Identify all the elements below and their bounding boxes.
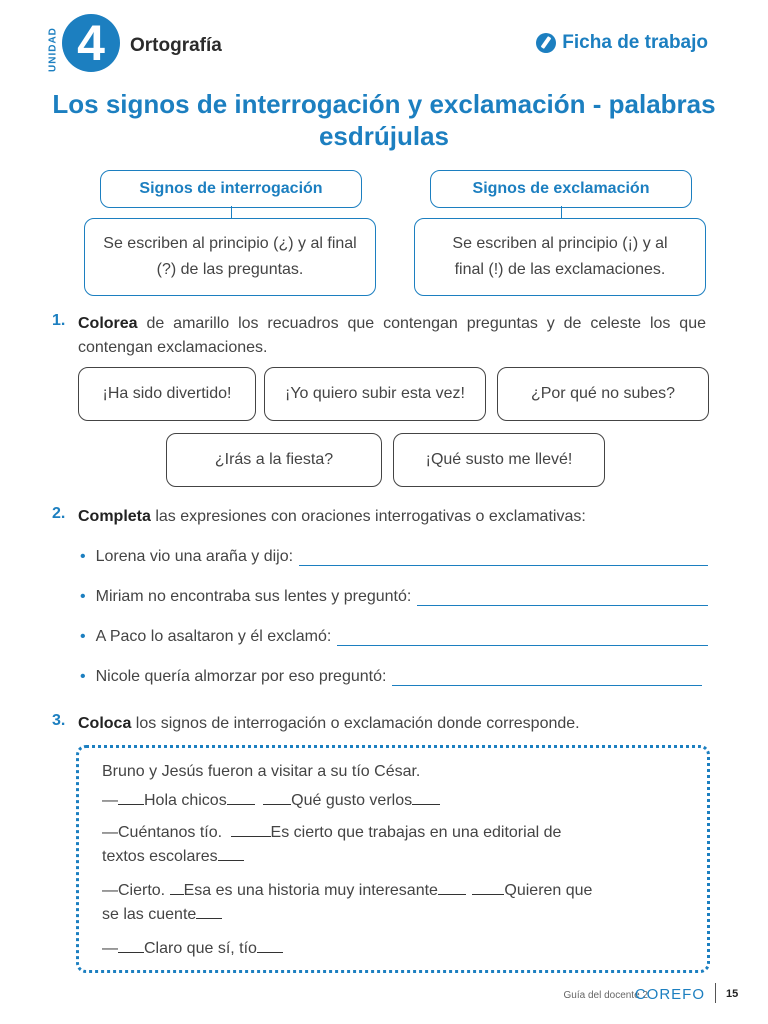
dialogue-line: [102, 879, 682, 927]
connector-line: [231, 206, 232, 218]
blank-line[interactable]: [438, 880, 466, 895]
dialogue-intro: Bruno y Jesús fueron a visitar a su tío César.: [102, 763, 421, 780]
blank-line[interactable]: [263, 790, 291, 805]
exercise3-instruction: [78, 712, 706, 736]
blank-line[interactable]: [231, 822, 271, 837]
completion-item: [80, 668, 702, 686]
answer-line[interactable]: [392, 669, 702, 686]
dialogue-text: Claro que sí, tío: [144, 940, 257, 957]
instruction-verb: Coloca: [78, 715, 132, 732]
dash: —: [102, 882, 118, 899]
connector-line: [561, 206, 562, 218]
bullet-icon: •: [80, 548, 86, 565]
dialogue-text: textos escolares: [102, 848, 218, 865]
answer-line[interactable]: [337, 629, 708, 646]
blank-line[interactable]: [218, 846, 244, 861]
choice-box[interactable]: ¡Yo quiero subir esta vez!: [264, 367, 486, 421]
unidad-label: UNIDAD: [47, 27, 59, 73]
instruction-verb: Completa: [78, 508, 151, 525]
bullet-icon: •: [80, 668, 86, 685]
choice-box[interactable]: ¡Ha sido divertido!: [78, 367, 256, 421]
page-title: Los signos de interrogación y exclamación - palabras esdrújulas: [52, 89, 716, 151]
brand-logo: COREFO: [634, 986, 705, 1003]
dash: —: [102, 824, 118, 841]
completion-item: [80, 588, 708, 606]
pencil-icon: [536, 33, 556, 53]
dialogue-text: Qué gusto verlos: [291, 792, 413, 809]
choice-box[interactable]: ¿Por qué no subes?: [497, 367, 709, 421]
dialogue-text: Cuéntanos tío.: [118, 824, 223, 841]
exercise1-instruction: [78, 312, 706, 360]
exercise-number: 3.: [52, 712, 66, 729]
answer-line[interactable]: [299, 549, 708, 566]
blank-line[interactable]: [118, 790, 144, 805]
completion-prompt: A Paco lo asaltaron y él exclamó:: [95, 628, 332, 645]
concept-label-interrogacion: Signos de interrogación: [100, 170, 362, 208]
footer-guide: Guía del docente 2: [563, 990, 648, 1001]
concept-definition-exclamacion: Se escriben al principio (¡) y al final (!) de las exclamaciones.: [414, 218, 706, 296]
dialogue-text: Cierto.: [118, 882, 166, 899]
dialogue-text: Es cierto que trabajas en una editorial de: [270, 824, 562, 841]
instruction-text: los signos de interrogación o exclamación donde corresponde.: [131, 715, 580, 732]
ficha-label: Ficha de trabajo: [562, 32, 708, 53]
instruction-verb: Colorea: [78, 315, 138, 332]
dash: —: [102, 792, 118, 809]
section-title: Ortografía: [130, 35, 222, 56]
dialogue-text: Hola chicos: [144, 792, 227, 809]
answer-line[interactable]: [417, 589, 708, 606]
completion-item: [80, 628, 708, 646]
concept-definition-interrogacion: Se escriben al principio (¿) y al final (?) de las preguntas.: [84, 218, 376, 296]
dialogue-text: Esa es una historia muy interesante: [183, 882, 438, 899]
dialogue-line: [102, 789, 682, 813]
dialogue-line: [102, 937, 682, 961]
dash: —: [102, 940, 118, 957]
blank-line[interactable]: [257, 938, 283, 953]
choice-box[interactable]: ¿Irás a la fiesta?: [166, 433, 382, 487]
completion-item: [80, 548, 708, 566]
exercise2-instruction: [78, 505, 706, 529]
bullet-icon: •: [80, 628, 86, 645]
completion-prompt: Lorena vio una araña y dijo:: [95, 548, 294, 565]
exercise-number: 1.: [52, 312, 66, 329]
blank-line[interactable]: [227, 790, 255, 805]
dialogue-text: Quieren que: [504, 882, 593, 899]
completion-prompt: Miriam no encontraba sus lentes y preguntó:: [95, 588, 412, 605]
blank-line[interactable]: [170, 880, 184, 895]
dialogue-line: [102, 821, 682, 869]
page-number: 15: [726, 988, 739, 1000]
blank-line[interactable]: [118, 938, 144, 953]
dialogue-text: se las cuente: [102, 906, 197, 923]
instruction-text: las expresiones con oraciones interrogativas o exclamativas:: [150, 508, 586, 525]
blank-line[interactable]: [196, 904, 222, 919]
instruction-text: de amarillo los recuadros que contengan preguntas y de celeste los que contengan exclamaciones.: [78, 315, 706, 356]
choice-box[interactable]: ¡Qué susto me llevé!: [393, 433, 605, 487]
exercise-number: 2.: [52, 505, 66, 522]
unit-number-badge: 4: [62, 14, 120, 72]
blank-line[interactable]: [412, 790, 440, 805]
bullet-icon: •: [80, 588, 86, 605]
footer-divider: [715, 983, 716, 1003]
ficha-header: [536, 32, 708, 54]
concept-label-exclamacion: Signos de exclamación: [430, 170, 692, 208]
blank-line[interactable]: [472, 880, 504, 895]
completion-prompt: Nicole quería almorzar por eso preguntó:: [95, 668, 387, 685]
